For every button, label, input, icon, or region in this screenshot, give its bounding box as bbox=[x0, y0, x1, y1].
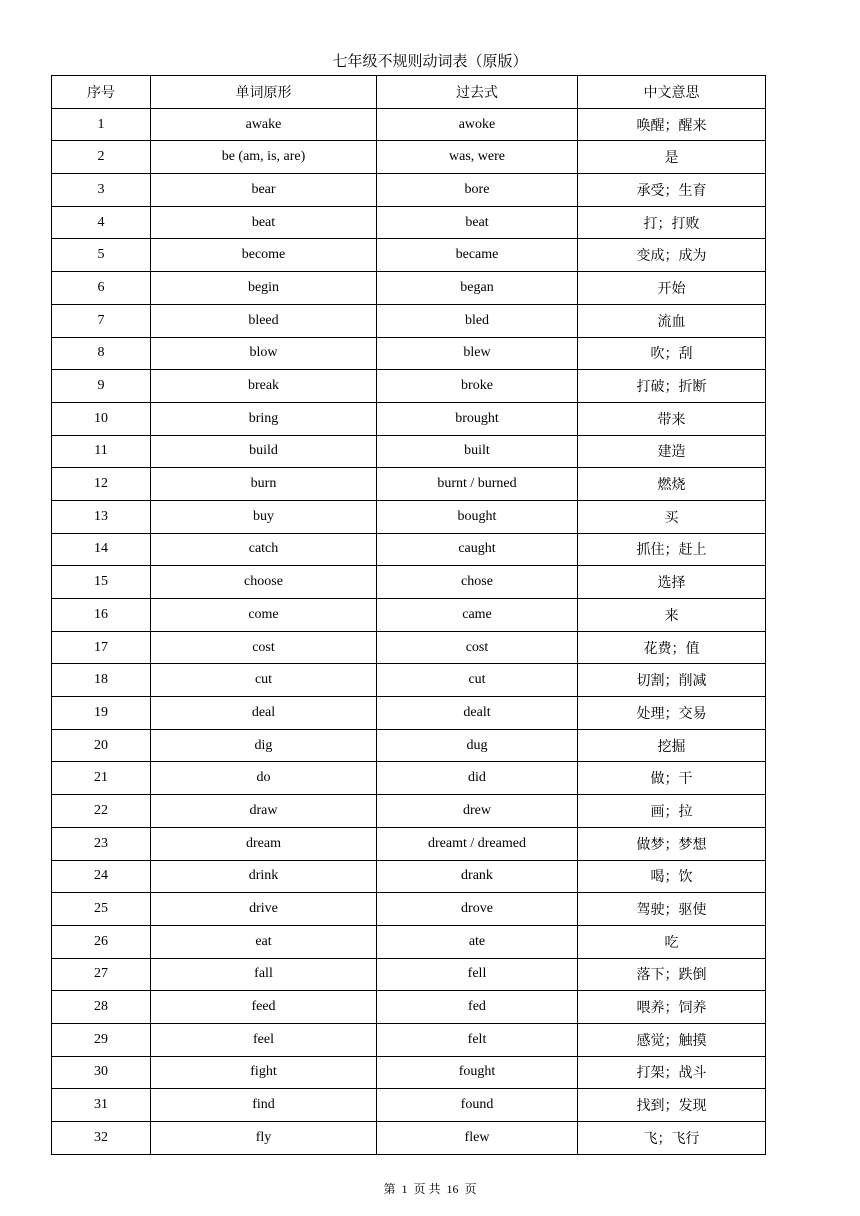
cell-base-form: bleed bbox=[151, 304, 377, 337]
cell-index: 12 bbox=[52, 468, 151, 501]
cell-past-tense: cut bbox=[377, 664, 578, 697]
cell-chinese-meaning: 流血 bbox=[578, 304, 766, 337]
cell-index: 9 bbox=[52, 370, 151, 403]
cell-index: 2 bbox=[52, 141, 151, 174]
cell-chinese-meaning: 是 bbox=[578, 141, 766, 174]
cell-index: 29 bbox=[52, 1023, 151, 1056]
cell-index: 15 bbox=[52, 566, 151, 599]
cell-chinese-meaning: 打破；折断 bbox=[578, 370, 766, 403]
table-row bbox=[52, 174, 766, 207]
cell-past-tense: was, were bbox=[377, 141, 578, 174]
table-row bbox=[52, 1023, 766, 1056]
cell-past-tense: drove bbox=[377, 893, 578, 926]
table-row bbox=[52, 206, 766, 239]
cell-past-tense: built bbox=[377, 435, 578, 468]
cell-index: 17 bbox=[52, 631, 151, 664]
cell-index: 8 bbox=[52, 337, 151, 370]
cell-chinese-meaning: 抓住；赶上 bbox=[578, 533, 766, 566]
cell-past-tense: flew bbox=[377, 1122, 578, 1155]
cell-base-form: do bbox=[151, 762, 377, 795]
cell-past-tense: dug bbox=[377, 729, 578, 762]
table-header-row bbox=[52, 76, 766, 109]
cell-chinese-meaning: 落下；跌倒 bbox=[578, 958, 766, 991]
cell-chinese-meaning: 做；干 bbox=[578, 762, 766, 795]
cell-past-tense: bought bbox=[377, 500, 578, 533]
cell-chinese-meaning: 飞；飞行 bbox=[578, 1122, 766, 1155]
cell-index: 26 bbox=[52, 925, 151, 958]
cell-past-tense: caught bbox=[377, 533, 578, 566]
cell-chinese-meaning: 画；拉 bbox=[578, 795, 766, 828]
cell-index: 3 bbox=[52, 174, 151, 207]
cell-chinese-meaning: 选择 bbox=[578, 566, 766, 599]
footer-page-number: 1 bbox=[401, 1182, 408, 1196]
table-row bbox=[52, 566, 766, 599]
cell-chinese-meaning: 承受；生育 bbox=[578, 174, 766, 207]
table-row bbox=[52, 370, 766, 403]
table-row bbox=[52, 141, 766, 174]
cell-base-form: blow bbox=[151, 337, 377, 370]
cell-base-form: fly bbox=[151, 1122, 377, 1155]
cell-chinese-meaning: 燃烧 bbox=[578, 468, 766, 501]
cell-index: 27 bbox=[52, 958, 151, 991]
verb-table bbox=[51, 75, 766, 1155]
cell-index: 32 bbox=[52, 1122, 151, 1155]
cell-past-tense: burnt / burned bbox=[377, 468, 578, 501]
cell-past-tense: became bbox=[377, 239, 578, 272]
footer-suffix: 页 bbox=[464, 1182, 477, 1196]
cell-index: 19 bbox=[52, 697, 151, 730]
cell-past-tense: brought bbox=[377, 402, 578, 435]
cell-chinese-meaning: 处理；交易 bbox=[578, 697, 766, 730]
cell-past-tense: came bbox=[377, 599, 578, 632]
cell-base-form: burn bbox=[151, 468, 377, 501]
cell-base-form: catch bbox=[151, 533, 377, 566]
header-base-form: 单词原形 bbox=[151, 76, 377, 109]
cell-past-tense: fought bbox=[377, 1056, 578, 1089]
cell-base-form: dream bbox=[151, 827, 377, 860]
cell-past-tense: began bbox=[377, 272, 578, 305]
table-row bbox=[52, 925, 766, 958]
cell-base-form: come bbox=[151, 599, 377, 632]
table-row bbox=[52, 500, 766, 533]
cell-past-tense: dealt bbox=[377, 697, 578, 730]
header-index: 序号 bbox=[52, 76, 151, 109]
cell-chinese-meaning: 切割；削减 bbox=[578, 664, 766, 697]
cell-base-form: drink bbox=[151, 860, 377, 893]
cell-chinese-meaning: 找到；发现 bbox=[578, 1089, 766, 1122]
cell-base-form: deal bbox=[151, 697, 377, 730]
cell-index: 18 bbox=[52, 664, 151, 697]
table-row bbox=[52, 631, 766, 664]
page-title: 七年级不规则动词表（原版） bbox=[332, 54, 528, 70]
cell-index: 5 bbox=[52, 239, 151, 272]
cell-index: 23 bbox=[52, 827, 151, 860]
cell-base-form: eat bbox=[151, 925, 377, 958]
cell-base-form: be (am, is, are) bbox=[151, 141, 377, 174]
cell-chinese-meaning: 喝；饮 bbox=[578, 860, 766, 893]
cell-base-form: dig bbox=[151, 729, 377, 762]
cell-base-form: draw bbox=[151, 795, 377, 828]
table-row bbox=[52, 337, 766, 370]
cell-index: 30 bbox=[52, 1056, 151, 1089]
cell-index: 10 bbox=[52, 402, 151, 435]
cell-index: 1 bbox=[52, 108, 151, 141]
table-row bbox=[52, 1056, 766, 1089]
footer-total-pages: 16 bbox=[446, 1182, 459, 1196]
table-row bbox=[52, 108, 766, 141]
cell-base-form: buy bbox=[151, 500, 377, 533]
cell-index: 11 bbox=[52, 435, 151, 468]
cell-index: 7 bbox=[52, 304, 151, 337]
cell-past-tense: cost bbox=[377, 631, 578, 664]
verb-table-body bbox=[52, 76, 766, 1155]
cell-base-form: beat bbox=[151, 206, 377, 239]
table-row bbox=[52, 762, 766, 795]
cell-past-tense: drew bbox=[377, 795, 578, 828]
cell-past-tense: blew bbox=[377, 337, 578, 370]
cell-base-form: awake bbox=[151, 108, 377, 141]
cell-chinese-meaning: 打架；战斗 bbox=[578, 1056, 766, 1089]
cell-base-form: feel bbox=[151, 1023, 377, 1056]
cell-base-form: drive bbox=[151, 893, 377, 926]
cell-chinese-meaning: 驾驶；驱使 bbox=[578, 893, 766, 926]
cell-chinese-meaning: 变成；成为 bbox=[578, 239, 766, 272]
table-row bbox=[52, 402, 766, 435]
cell-base-form: fall bbox=[151, 958, 377, 991]
cell-index: 4 bbox=[52, 206, 151, 239]
cell-past-tense: dreamt / dreamed bbox=[377, 827, 578, 860]
table-row bbox=[52, 272, 766, 305]
cell-past-tense: bore bbox=[377, 174, 578, 207]
cell-base-form: feed bbox=[151, 991, 377, 1024]
cell-base-form: cut bbox=[151, 664, 377, 697]
cell-base-form: build bbox=[151, 435, 377, 468]
cell-chinese-meaning: 挖掘 bbox=[578, 729, 766, 762]
cell-base-form: find bbox=[151, 1089, 377, 1122]
cell-index: 22 bbox=[52, 795, 151, 828]
cell-past-tense: fell bbox=[377, 958, 578, 991]
footer-prefix: 第 bbox=[383, 1182, 396, 1196]
cell-chinese-meaning: 吹；刮 bbox=[578, 337, 766, 370]
cell-chinese-meaning: 吃 bbox=[578, 925, 766, 958]
cell-index: 16 bbox=[52, 599, 151, 632]
cell-base-form: bear bbox=[151, 174, 377, 207]
cell-past-tense: chose bbox=[377, 566, 578, 599]
cell-chinese-meaning: 感觉；触摸 bbox=[578, 1023, 766, 1056]
table-row bbox=[52, 827, 766, 860]
cell-chinese-meaning: 买 bbox=[578, 500, 766, 533]
cell-index: 14 bbox=[52, 533, 151, 566]
cell-base-form: become bbox=[151, 239, 377, 272]
cell-past-tense: fed bbox=[377, 991, 578, 1024]
table-row bbox=[52, 435, 766, 468]
cell-chinese-meaning: 唤醒；醒来 bbox=[578, 108, 766, 141]
page-footer bbox=[0, 1181, 860, 1197]
cell-chinese-meaning: 带来 bbox=[578, 402, 766, 435]
cell-chinese-meaning: 建造 bbox=[578, 435, 766, 468]
table-row bbox=[52, 1089, 766, 1122]
cell-past-tense: awoke bbox=[377, 108, 578, 141]
table-row bbox=[52, 860, 766, 893]
table-row bbox=[52, 893, 766, 926]
cell-base-form: cost bbox=[151, 631, 377, 664]
cell-index: 25 bbox=[52, 893, 151, 926]
cell-index: 28 bbox=[52, 991, 151, 1024]
cell-base-form: fight bbox=[151, 1056, 377, 1089]
cell-chinese-meaning: 开始 bbox=[578, 272, 766, 305]
table-row bbox=[52, 664, 766, 697]
header-chinese-meaning: 中文意思 bbox=[578, 76, 766, 109]
cell-past-tense: bled bbox=[377, 304, 578, 337]
table-row bbox=[52, 697, 766, 730]
table-row bbox=[52, 468, 766, 501]
table-row bbox=[52, 239, 766, 272]
cell-chinese-meaning: 花费；值 bbox=[578, 631, 766, 664]
cell-base-form: break bbox=[151, 370, 377, 403]
cell-past-tense: beat bbox=[377, 206, 578, 239]
cell-past-tense: broke bbox=[377, 370, 578, 403]
cell-base-form: bring bbox=[151, 402, 377, 435]
table-row bbox=[52, 1122, 766, 1155]
cell-index: 24 bbox=[52, 860, 151, 893]
cell-index: 13 bbox=[52, 500, 151, 533]
cell-index: 20 bbox=[52, 729, 151, 762]
cell-index: 31 bbox=[52, 1089, 151, 1122]
table-row bbox=[52, 304, 766, 337]
header-past-tense: 过去式 bbox=[377, 76, 578, 109]
cell-base-form: choose bbox=[151, 566, 377, 599]
table-row bbox=[52, 795, 766, 828]
cell-base-form: begin bbox=[151, 272, 377, 305]
table-row bbox=[52, 991, 766, 1024]
footer-middle: 页 共 bbox=[413, 1182, 441, 1196]
cell-index: 6 bbox=[52, 272, 151, 305]
cell-index: 21 bbox=[52, 762, 151, 795]
table-row bbox=[52, 533, 766, 566]
cell-past-tense: ate bbox=[377, 925, 578, 958]
table-row bbox=[52, 599, 766, 632]
cell-chinese-meaning: 喂养；饲养 bbox=[578, 991, 766, 1024]
table-row bbox=[52, 958, 766, 991]
table-row bbox=[52, 729, 766, 762]
cell-past-tense: drank bbox=[377, 860, 578, 893]
cell-past-tense: felt bbox=[377, 1023, 578, 1056]
cell-past-tense: did bbox=[377, 762, 578, 795]
cell-chinese-meaning: 做梦；梦想 bbox=[578, 827, 766, 860]
cell-chinese-meaning: 来 bbox=[578, 599, 766, 632]
cell-chinese-meaning: 打；打败 bbox=[578, 206, 766, 239]
cell-past-tense: found bbox=[377, 1089, 578, 1122]
